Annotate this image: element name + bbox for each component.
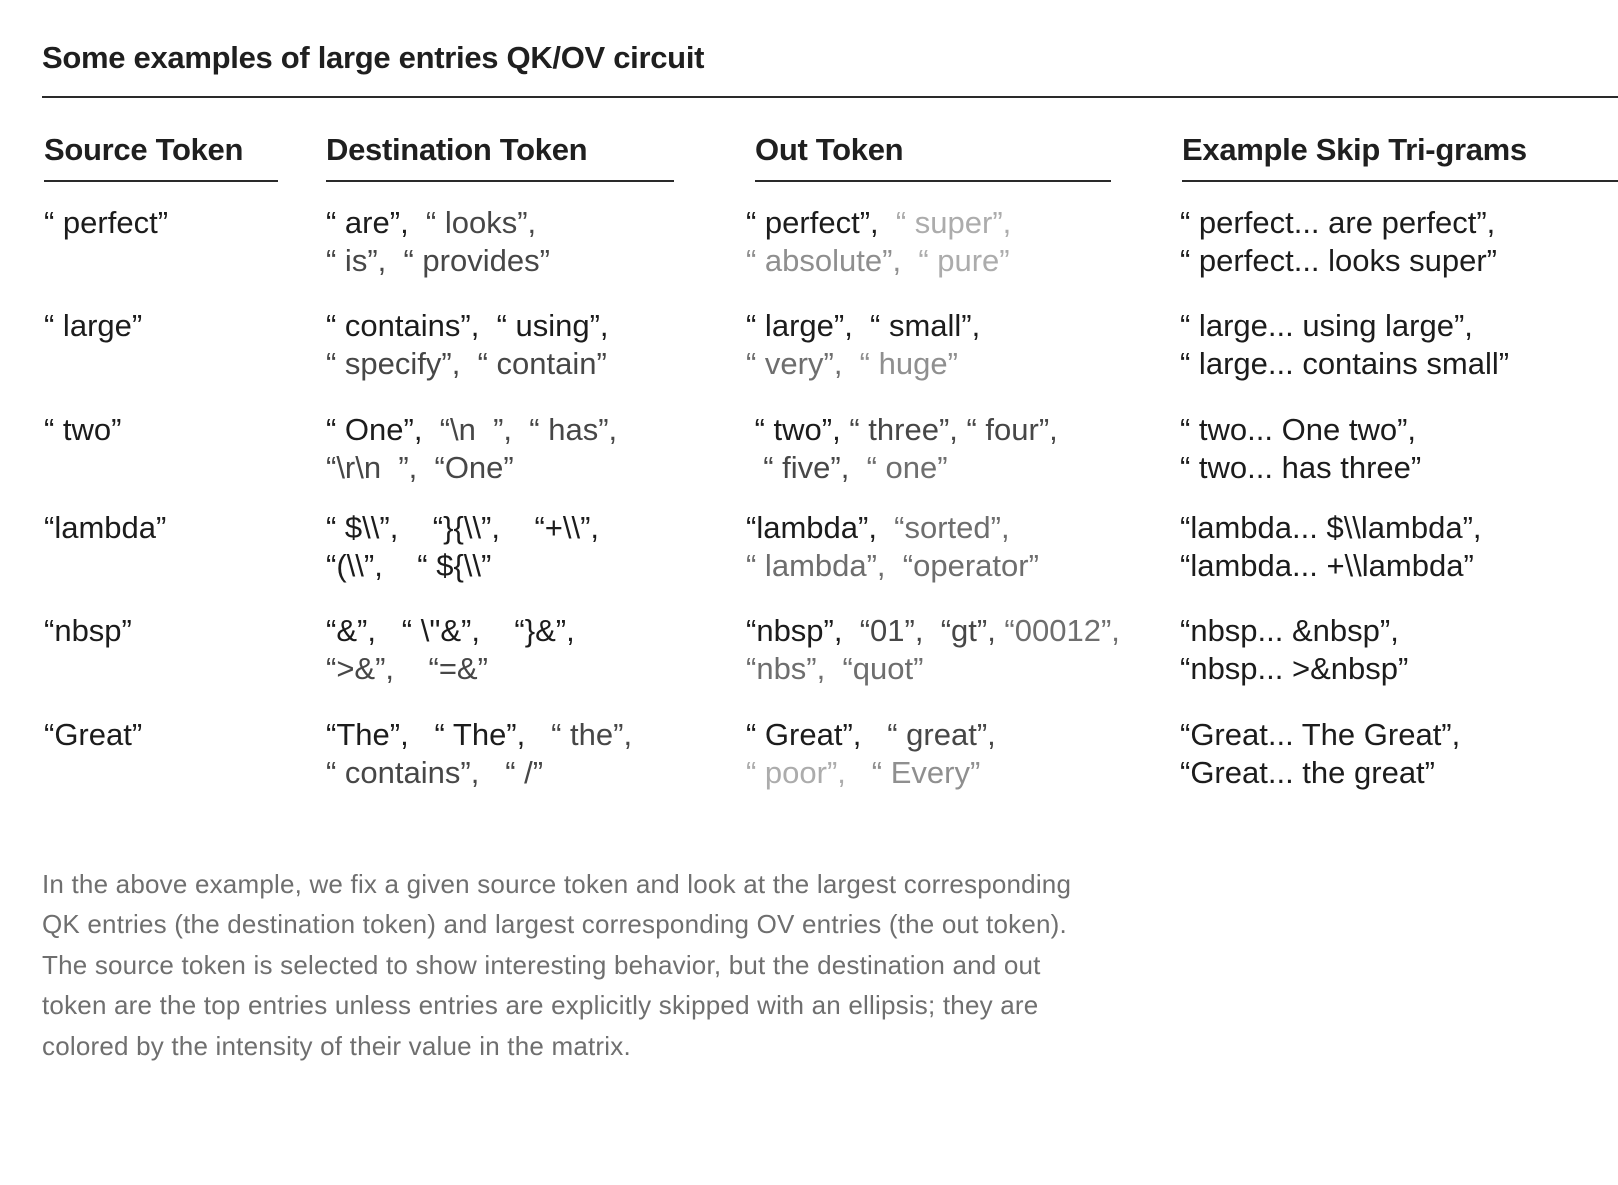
- skip-trigram-line: “ perfect... looks super”: [1180, 243, 1498, 278]
- destination-token: “ provides”: [403, 243, 550, 278]
- out-token: “ five”,: [746, 450, 867, 485]
- skip-trigram-cell: [1180, 411, 1421, 487]
- out-token-line: [746, 547, 1039, 585]
- destination-token-line: [326, 754, 632, 792]
- header-source-token: Source Token: [44, 132, 278, 182]
- destination-token: “ specify”,: [326, 346, 478, 381]
- source-token-cell: “ perfect”: [44, 205, 169, 240]
- out-token-line: [746, 307, 980, 345]
- out-token: “ Great”,: [746, 717, 888, 752]
- out-token-line: [746, 650, 1120, 688]
- destination-token-line: [326, 411, 617, 449]
- out-token: “sorted”,: [894, 510, 1010, 545]
- out-token-cell: [746, 509, 1039, 585]
- figure-title: Some examples of large entries QK/OV circuit: [42, 40, 705, 75]
- destination-token: “\n ”,: [439, 412, 530, 447]
- table-row: [0, 509, 1618, 599]
- destination-token: “&”,: [326, 613, 402, 648]
- destination-token: “ contain”: [477, 346, 607, 381]
- table-row: [0, 204, 1618, 294]
- out-token-cell: [746, 716, 996, 792]
- out-token-cell: [746, 307, 980, 383]
- destination-token-cell: [326, 411, 617, 487]
- destination-token-cell: [326, 307, 609, 383]
- out-token-line: [746, 716, 996, 754]
- out-token: “nbsp”,: [746, 613, 860, 648]
- destination-token: “ has”,: [529, 412, 618, 447]
- out-token-line: [746, 204, 1011, 242]
- out-token: “ absolute”,: [746, 243, 919, 278]
- out-token: “ three”,: [849, 412, 967, 447]
- out-token-line: [746, 449, 1058, 487]
- out-token: “ very”,: [746, 346, 860, 381]
- header-skip-trigrams: Example Skip Tri-grams: [1182, 132, 1618, 182]
- out-token-line: [746, 411, 1058, 449]
- out-token-cell: [746, 411, 1058, 487]
- destination-token-line: [326, 612, 575, 650]
- destination-token-line: [326, 650, 575, 688]
- destination-token: “The”,: [326, 717, 435, 752]
- destination-token: “}&”,: [514, 613, 575, 648]
- destination-token-line: [326, 345, 609, 383]
- destination-token: “ the”,: [551, 717, 633, 752]
- header-destination-token: Destination Token: [326, 132, 674, 182]
- out-token-line: [746, 612, 1120, 650]
- source-token-cell: “nbsp”: [44, 613, 132, 648]
- out-token-line: [746, 242, 1011, 280]
- out-token-line: [746, 509, 1039, 547]
- out-token: “ perfect”,: [746, 205, 896, 240]
- table-row: [0, 411, 1618, 501]
- destination-token-line: [326, 716, 632, 754]
- destination-token-line: [326, 449, 617, 487]
- out-token: “quot”: [842, 651, 924, 686]
- source-token-cell: “Great”: [44, 717, 143, 752]
- skip-trigram-line: “Great... The Great”,: [1180, 717, 1461, 752]
- source-token-cell: “lambda”: [44, 510, 167, 545]
- destination-token-cell: [326, 716, 632, 792]
- out-token: “ large”,: [746, 308, 871, 343]
- out-token: “ lambda”,: [746, 548, 903, 583]
- out-token: “ one”: [866, 450, 948, 485]
- out-token: “00012”,: [1004, 613, 1120, 648]
- destination-token: “ One”,: [326, 412, 440, 447]
- skip-trigram-cell: [1180, 307, 1509, 383]
- destination-token: “>&”,: [326, 651, 429, 686]
- destination-token-cell: [326, 509, 599, 585]
- out-token-line: [746, 754, 996, 792]
- destination-token: “=&”: [428, 651, 488, 686]
- skip-trigram-cell: [1180, 204, 1497, 280]
- skip-trigram-cell: [1180, 509, 1482, 585]
- destination-token-line: [326, 204, 550, 242]
- destination-token: “ are”,: [326, 205, 426, 240]
- destination-token: “}{\\”,: [432, 510, 535, 545]
- source-token-cell: “ two”: [44, 412, 122, 447]
- out-token: “ Every”: [871, 755, 981, 790]
- out-token-cell: [746, 204, 1011, 280]
- figure-caption: In the above example, we fix a given source token and look at the largest corresponding QK entries (the destination token) and largest corresponding OV entries (the out token). The source token is selected to show interesting behavior, but the destination and out token are the top entries unless entries are explicitly skipped with an ellipsis; they are colored by the intensity of their value in the matrix.: [42, 869, 1072, 1061]
- out-token: “01”,: [859, 613, 941, 648]
- out-token: “ huge”: [859, 346, 958, 381]
- out-token: “lambda”,: [746, 510, 895, 545]
- skip-trigram-line: “Great... the great”: [1180, 755, 1435, 790]
- destination-token: “ The”,: [434, 717, 552, 752]
- destination-token: “\r\n ”,: [326, 450, 435, 485]
- skip-trigram-line: “nbsp... &nbsp”,: [1180, 613, 1399, 648]
- out-token: “gt”,: [940, 613, 1005, 648]
- out-token: “ pure”: [918, 243, 1010, 278]
- skip-trigram-cell: [1180, 716, 1460, 792]
- destination-token-line: [326, 242, 550, 280]
- destination-token: “(\\”,: [326, 548, 418, 583]
- out-token: “operator”: [902, 548, 1039, 583]
- destination-token-cell: [326, 612, 575, 688]
- out-token: “nbs”,: [746, 651, 843, 686]
- destination-token: “ looks”,: [425, 205, 537, 240]
- out-token: “ small”,: [870, 308, 981, 343]
- destination-token: “ /”: [505, 755, 544, 790]
- destination-token-line: [326, 509, 599, 547]
- destination-token-line: [326, 547, 599, 585]
- destination-token: “ using”,: [496, 308, 609, 343]
- title-divider: [42, 96, 1618, 98]
- skip-trigram-line: “nbsp... >&nbsp”: [1180, 651, 1409, 686]
- skip-trigram-line: “ two... has three”: [1180, 450, 1422, 485]
- destination-token: “ \"&”,: [401, 613, 515, 648]
- destination-token: “ ${\\”: [417, 548, 492, 583]
- skip-trigram-line: “ large... contains small”: [1180, 346, 1510, 381]
- skip-trigram-cell: [1180, 612, 1408, 688]
- destination-token: “ contains”,: [326, 308, 497, 343]
- out-token: “ four”,: [966, 412, 1058, 447]
- table-row: [0, 307, 1618, 397]
- destination-token: “ is”,: [326, 243, 404, 278]
- destination-token-cell: [326, 204, 550, 280]
- out-token: “ great”,: [887, 717, 996, 752]
- table-row: [0, 716, 1618, 806]
- source-token-cell: “ large”: [44, 308, 143, 343]
- destination-token-line: [326, 307, 609, 345]
- out-token-cell: [746, 612, 1120, 688]
- destination-token: “+\\”,: [534, 510, 600, 545]
- out-token: “ super”,: [895, 205, 1012, 240]
- out-token: “ poor”,: [746, 755, 872, 790]
- destination-token: “ contains”,: [326, 755, 506, 790]
- destination-token: “ $\\”,: [326, 510, 433, 545]
- skip-trigram-line: “ large... using large”,: [1180, 308, 1473, 343]
- skip-trigram-line: “lambda... +\\lambda”: [1180, 548, 1474, 583]
- skip-trigram-line: “ two... One two”,: [1180, 412, 1417, 447]
- skip-trigram-line: “lambda... $\\lambda”,: [1180, 510, 1482, 545]
- out-token-line: [746, 345, 980, 383]
- table-row: [0, 612, 1618, 702]
- out-token: “ two”,: [746, 412, 850, 447]
- skip-trigram-line: “ perfect... are perfect”,: [1180, 205, 1496, 240]
- header-out-token: Out Token: [755, 132, 1111, 182]
- destination-token: “One”: [434, 450, 514, 485]
